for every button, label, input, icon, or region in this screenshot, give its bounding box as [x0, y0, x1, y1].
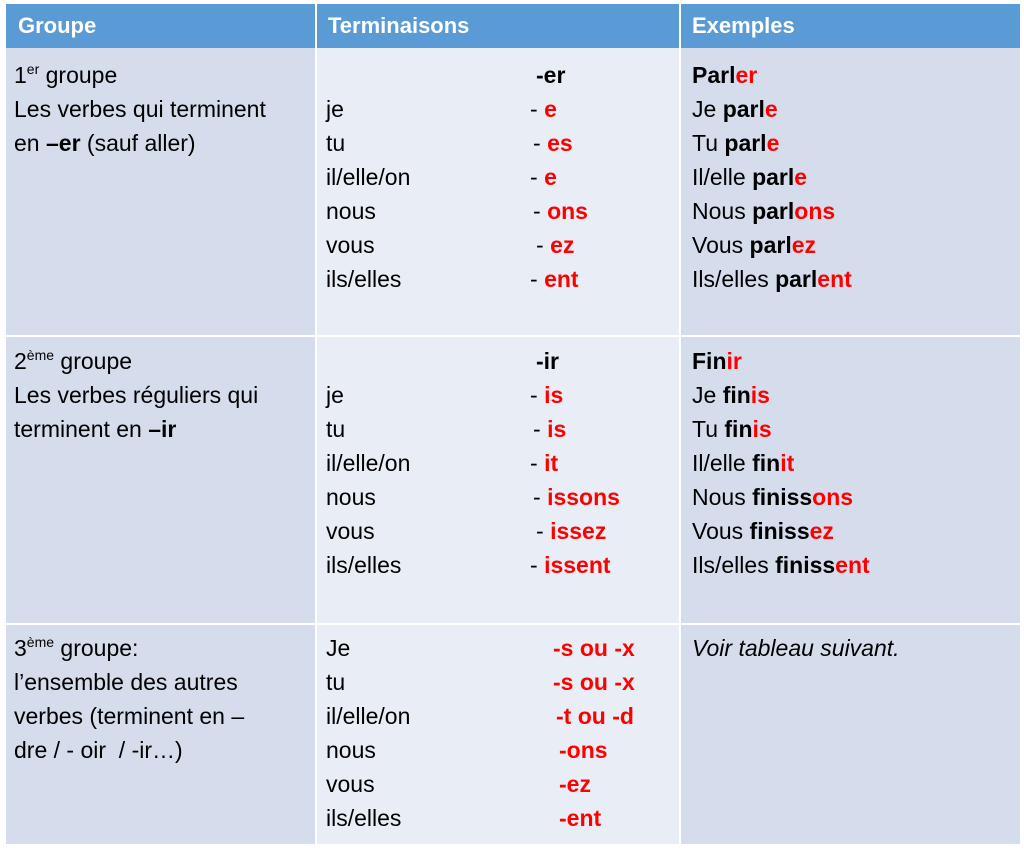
row1-example: Ils/elles parlent [692, 266, 852, 292]
row1-groupe-desc: en –er (sauf aller) [14, 130, 196, 156]
row3-ending: -s ou -x [553, 669, 635, 695]
row1-ending: - ent [530, 266, 579, 292]
row3-groupe-desc: verbes (terminent en – [14, 703, 245, 729]
row2-pronoun: vous [326, 518, 375, 544]
row2-ending: - issent [530, 552, 611, 578]
row-divider [6, 623, 1020, 625]
row3-pronoun: tu [326, 669, 346, 695]
row2-ending: - is [530, 382, 564, 408]
row1-example: Nous parlons [692, 198, 836, 224]
row2-ending: - issez [536, 518, 607, 544]
row1-groupe-title: 1er groupe [14, 61, 118, 88]
row1-ending: - es [533, 130, 573, 156]
row3-ending: -s ou -x [553, 635, 635, 661]
row3-groupe-desc: dre / - oir / -ir…) [14, 737, 183, 763]
row1-pronoun: il/elle/on [326, 164, 411, 190]
row1-example: Vous parlez [692, 232, 817, 258]
row3-note: Voir tableau suivant. [692, 635, 900, 661]
row1-ending: - e [530, 96, 557, 122]
row3-pronoun: ils/elles [326, 805, 402, 831]
row1-example: Il/elle parle [692, 164, 808, 190]
row2-example: Il/elle finit [692, 450, 795, 476]
row2-example: Tu finis [692, 416, 772, 442]
row2-pronoun: nous [326, 484, 376, 510]
row1-ending: - ez [536, 232, 575, 258]
row1-pronoun: tu [326, 130, 346, 156]
row2-ending: - issons [533, 484, 620, 510]
row3-groupe-title: 3ème groupe: [14, 634, 139, 661]
row3-ending: -ez [559, 771, 591, 797]
row3-pronoun: vous [326, 771, 375, 797]
column-divider [679, 4, 681, 844]
row1-pronoun: nous [326, 198, 376, 224]
row2-pronoun: je [326, 382, 344, 408]
header-exemples: Exemples [680, 4, 1020, 48]
row2-infinitive-ending: -ir [536, 348, 559, 374]
row2-pronoun: tu [326, 416, 346, 442]
row1-pronoun: vous [326, 232, 375, 258]
row2-groupe-desc: Les verbes réguliers qui [14, 382, 259, 408]
row1-example-infinitive: Parler [692, 62, 758, 88]
row1-pronoun: je [326, 96, 344, 122]
row1-ending: - e [530, 164, 557, 190]
row1-pronoun: ils/elles [326, 266, 402, 292]
row3-ending: -t ou -d [556, 703, 634, 729]
row1-ending: - ons [533, 198, 588, 224]
row2-example: Ils/elles finissent [692, 552, 870, 578]
row2-example: Vous finissez [692, 518, 834, 544]
row2-groupe-desc: terminent en –ir [14, 416, 177, 442]
row2-example: Nous finissons [692, 484, 854, 510]
row-divider [6, 335, 1020, 337]
row2-example: Je finis [692, 382, 770, 408]
row2-ending: - is [533, 416, 567, 442]
header-terminaisons: Terminaisons [316, 4, 680, 48]
row2-example-infinitive: Finir [692, 348, 742, 374]
row3-pronoun: Je [326, 635, 351, 661]
column-divider [315, 4, 317, 844]
row3-groupe-desc: l’ensemble des autres [14, 669, 238, 695]
row1-example: Tu parle [692, 130, 780, 156]
row3-pronoun: nous [326, 737, 376, 763]
row3-ending: -ent [559, 805, 602, 831]
row2-groupe-title: 2ème groupe [14, 347, 133, 374]
row2-pronoun: ils/elles [326, 552, 402, 578]
row2-pronoun: il/elle/on [326, 450, 411, 476]
row2-ending: - it [530, 450, 559, 476]
row3-pronoun: il/elle/on [326, 703, 411, 729]
row3-ending: -ons [559, 737, 608, 763]
row1-example: Je parle [692, 96, 778, 122]
row1-infinitive-ending: -er [536, 62, 566, 88]
row1-groupe-desc: Les verbes qui terminent [14, 96, 266, 122]
header-groupe: Groupe [6, 4, 316, 48]
